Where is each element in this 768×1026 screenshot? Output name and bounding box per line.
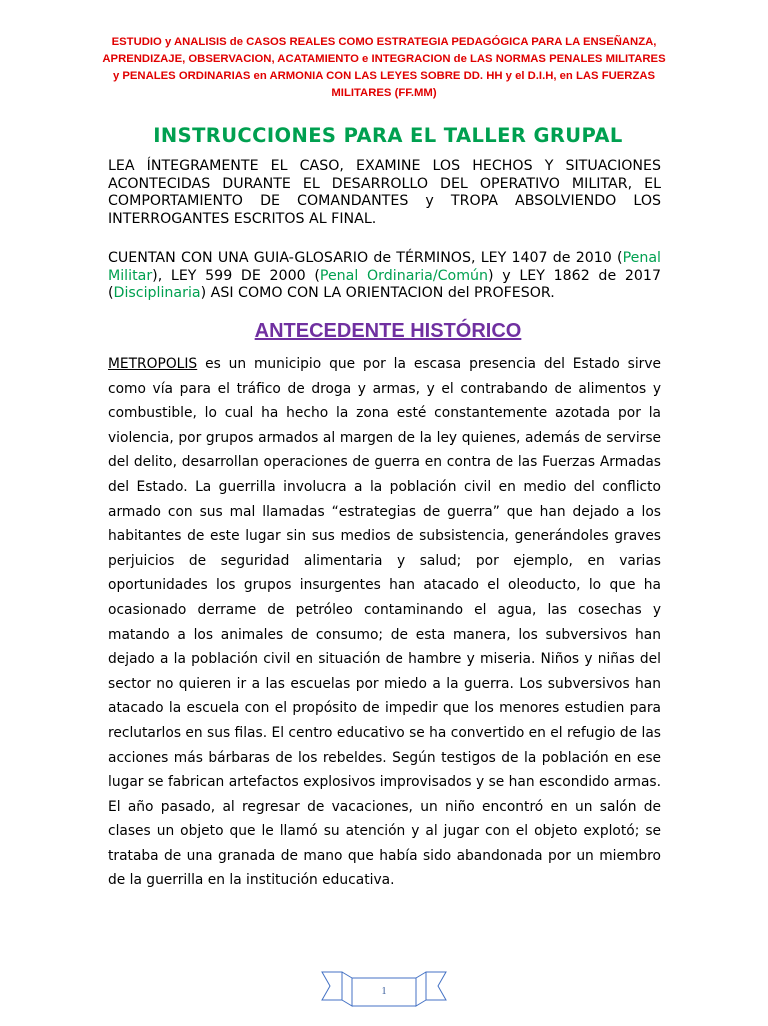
- antecedente-text: es un municipio que por la escasa presencia del Estado sirve como vía para el tráfico de droga y armas, y el contrabando de alimentos y combustible, lo cual ha hecho la zona esté constantemente azotada por la violencia, por grupos armados al margen de la ley quienes, además de servirse del delito, desarrollan operaciones de guerra en contra de las Fuerzas Armadas del Estado. La guerrilla involucra a la población civil en medio del conflicto armado con sus mal llamadas “estrategias de guerra” que han dejado a los habitantes de este lugar sin sus medios de subsistencia, generándoles graves perjuicios de seguridad alimentaria y salud; por ejemplo, en varias oportunidades los grupos insurgentes han atacado el oleoducto, lo que ha ocasionado derrame de petróleo contaminando el agua, las cosechas y matando a los animales de consumo; de esta manera, los subversivos han dejado a la población civil en situación de hambre y miseria. Niños y niñas del sector no quieren ir a las escuelas por miedo a la guerra. Los subversivos han atacado la escuela con el propósito de impedir que los menores estudien para reclutarlos en sus filas. El centro educativo se ha convertido en el refugio de las acciones más bárbaras de los rebeldes. Según testigos de la población en ese lugar se fabrican artefactos explosivos improvisados y se han escondido armas. El año pasado, al regresar de vacaciones, un niño encontró en un salón de clases un objeto que le llamó su atención y al jugar con el objeto explotó; se trataba de una granada de mano que había sido abandonada por un miembro de la guerrilla en la institución educativa.: [108, 356, 661, 889]
- instructions-title: INSTRUCCIONES PARA EL TALLER GRUPAL: [153, 124, 623, 147]
- page-number: 1: [381, 986, 387, 997]
- document-header: ESTUDIO y ANALISIS de CASOS REALES COMO ESTRATEGIA PEDAGÓGICA PARA LA ENSEÑANZA, APRENDIZAJE, OBSERVACION, ACATAMIENTO e INTEGRACION de LAS NORMAS PENALES MILITARES y PENALES ORDINARIAS en ARMONIA CON LAS LEYES SOBRE DD. HH y el D.I.H, en LAS FUERZAS MILITARES (FF.MM): [102, 36, 666, 99]
- antecedente-paragraph: [108, 352, 661, 893]
- p2-text-4: ) ASI COMO CON LA ORIENTACION del PROFESOR.: [200, 285, 555, 302]
- p2-law-penal-militar: Penal Militar: [108, 250, 661, 284]
- page-number-badge: [320, 966, 448, 1022]
- antecedente-title: ANTECEDENTE HISTÓRICO: [254, 320, 522, 342]
- p2-law-penal-ordinaria: Penal Ordinaria/Común: [319, 267, 489, 284]
- instructions-paragraph-2: [108, 250, 661, 303]
- instructions-paragraph-1: LEA ÍNTEGRAMENTE EL CASO, EXAMINE LOS HECHOS Y SITUACIONES ACONTECIDAS DURANTE EL DESARROLLO DEL OPERATIVO MILITAR, EL COMPORTAMIENTO DE COMANDANTES y TROPA ABSOLVIENDO LOS INTERROGANTES ESCRITOS AL FINAL.: [108, 158, 661, 227]
- p2-text-3: ) y LEY 1862 de 2017 (: [108, 267, 661, 302]
- p2-law-disciplinaria: Disciplinaria: [113, 285, 201, 302]
- p2-text-2: ), LEY 599 DE 2000 (: [152, 267, 320, 284]
- p2-text-1: CUENTAN CON UNA GUIA-GLOSARIO de TÉRMINOS, LEY 1407 de 2010 (: [108, 250, 623, 266]
- antecedente-lead-word: METROPOLIS: [108, 356, 198, 372]
